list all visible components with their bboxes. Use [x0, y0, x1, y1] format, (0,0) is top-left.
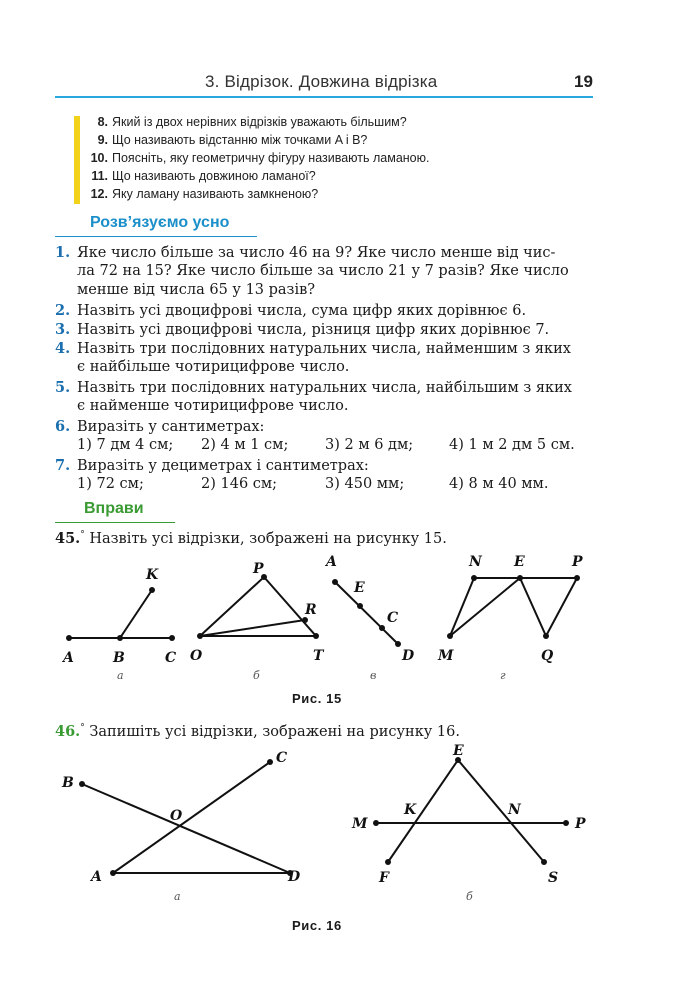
task-5: 5. Назвіть три послідовних натуральних числа, найбільшим з яких: [55, 379, 572, 396]
figure-15: [0, 548, 690, 688]
segment-ES: [458, 760, 544, 862]
questions-marker-bar: [74, 116, 80, 204]
task-1: 1. Яке число більше за число 46 на 9? Яке число менше від чис-: [55, 244, 556, 261]
task-3: 3. Назвіть усі двоцифрові числа, різниця цифр яких дорівнює 7.: [55, 321, 550, 338]
task-7-item: 3) 450 мм;: [325, 476, 405, 492]
point-label: A: [63, 650, 74, 666]
section-heading-oral: Розв’язуємо усно: [90, 214, 230, 231]
point-label: T: [313, 648, 324, 664]
task-6: 6. Виразіть у сантиметрах:: [55, 418, 265, 435]
segment-EQ: [520, 578, 546, 636]
point-label: F: [379, 870, 389, 886]
point-label: P: [575, 816, 586, 832]
question-item: 10. Поясніть, яку геометричну фігуру називають ламаною.: [90, 151, 430, 165]
point-label: A: [91, 869, 102, 885]
point-label: B: [62, 775, 74, 791]
task-7-item: 1) 72 см;: [77, 476, 144, 492]
point-label: C: [165, 650, 177, 666]
task-6-item: 3) 2 м 6 дм;: [325, 437, 414, 453]
point-label: P: [572, 554, 583, 570]
task-6-item: 1) 7 дм 4 см;: [77, 437, 174, 453]
point-label: N: [469, 554, 482, 570]
point-label: E: [453, 743, 464, 759]
task-6-item: 2) 4 м 1 см;: [201, 437, 289, 453]
point-label: O: [190, 648, 203, 664]
point-label: K: [146, 567, 159, 583]
task-7-item: 4) 8 м 40 мм.: [449, 476, 549, 492]
point-label: D: [402, 648, 415, 664]
segment-BD: [82, 784, 290, 873]
point-label: P: [253, 561, 264, 577]
point-label: Q: [541, 648, 554, 664]
point-label: E: [514, 554, 525, 570]
task-5-line-2: є найменше чотирицифрове число.: [77, 398, 349, 414]
subfigure-label: а: [174, 890, 181, 903]
task-4-line-2: є найбільше чотирицифрове число.: [77, 359, 350, 375]
subfigure-label: б: [466, 890, 473, 903]
segment-EF: [388, 760, 458, 862]
point-label: E: [354, 580, 365, 596]
point-label: N: [508, 802, 521, 818]
point-label: C: [387, 610, 399, 626]
point-label: R: [305, 602, 317, 618]
point-label: M: [352, 816, 368, 832]
point-label: S: [548, 870, 559, 886]
figure-16-caption: Рис. 16: [292, 918, 342, 933]
task-7: 7. Виразіть у дециметрах і сантиметрах:: [55, 457, 369, 474]
task-6-item: 4) 1 м 2 дм 5 см.: [449, 437, 575, 453]
question-item: 12. Яку ламану називають замкненою?: [90, 187, 319, 201]
page-number: 19: [574, 72, 593, 91]
task-1-line-2: ла 72 на 15? Яке число більше за число 21 у 7 разів? Яке число: [77, 263, 569, 279]
point-label: M: [438, 648, 454, 664]
segment-BK: [120, 590, 152, 638]
page-header-title: 3. Відрізок. Довжина відрізка: [205, 72, 438, 91]
point-label: A: [326, 554, 337, 570]
point-label: D: [288, 869, 301, 885]
header-divider: [55, 96, 593, 98]
figure-15-caption: Рис. 15: [292, 691, 342, 706]
subfigure-label: а: [117, 669, 124, 682]
subfigure-label: г: [500, 669, 506, 682]
question-item: 8. Який із двох нерівних відрізків уважають більшим?: [97, 115, 407, 129]
segment-ME: [450, 578, 520, 636]
question-item: 11. Що називають довжиною ламаної?: [91, 169, 316, 183]
section-underline: [55, 236, 257, 237]
point-label: C: [276, 750, 288, 766]
figure-16: [0, 740, 690, 915]
subfigure-label: в: [370, 669, 377, 682]
point-label: B: [113, 650, 125, 666]
section-heading-exercises: Вправи: [84, 500, 144, 517]
task-4: 4. Назвіть три послідовних натуральних числа, найменшим з яких: [55, 340, 571, 357]
exercise-46: 46.° Запишіть усі відрізки, зображені на рисунку 16.: [55, 723, 460, 740]
segment-QP: [546, 578, 577, 636]
subfigure-label: б: [253, 669, 260, 682]
task-1-line-3: менше від числа 65 у 13 разів?: [77, 282, 316, 298]
section-underline: [55, 522, 175, 523]
segment-AC: [113, 762, 270, 873]
point-label: K: [404, 802, 417, 818]
question-item: 9. Що називають відстанню між точками A і B?: [97, 133, 368, 147]
point-label: O: [170, 808, 183, 824]
task-7-item: 2) 146 см;: [201, 476, 278, 492]
task-2: 2. Назвіть усі двоцифрові числа, сума цифр яких дорівнює 6.: [55, 302, 527, 319]
exercise-45: 45.° Назвіть усі відрізки, зображені на рисунку 15.: [55, 530, 447, 547]
